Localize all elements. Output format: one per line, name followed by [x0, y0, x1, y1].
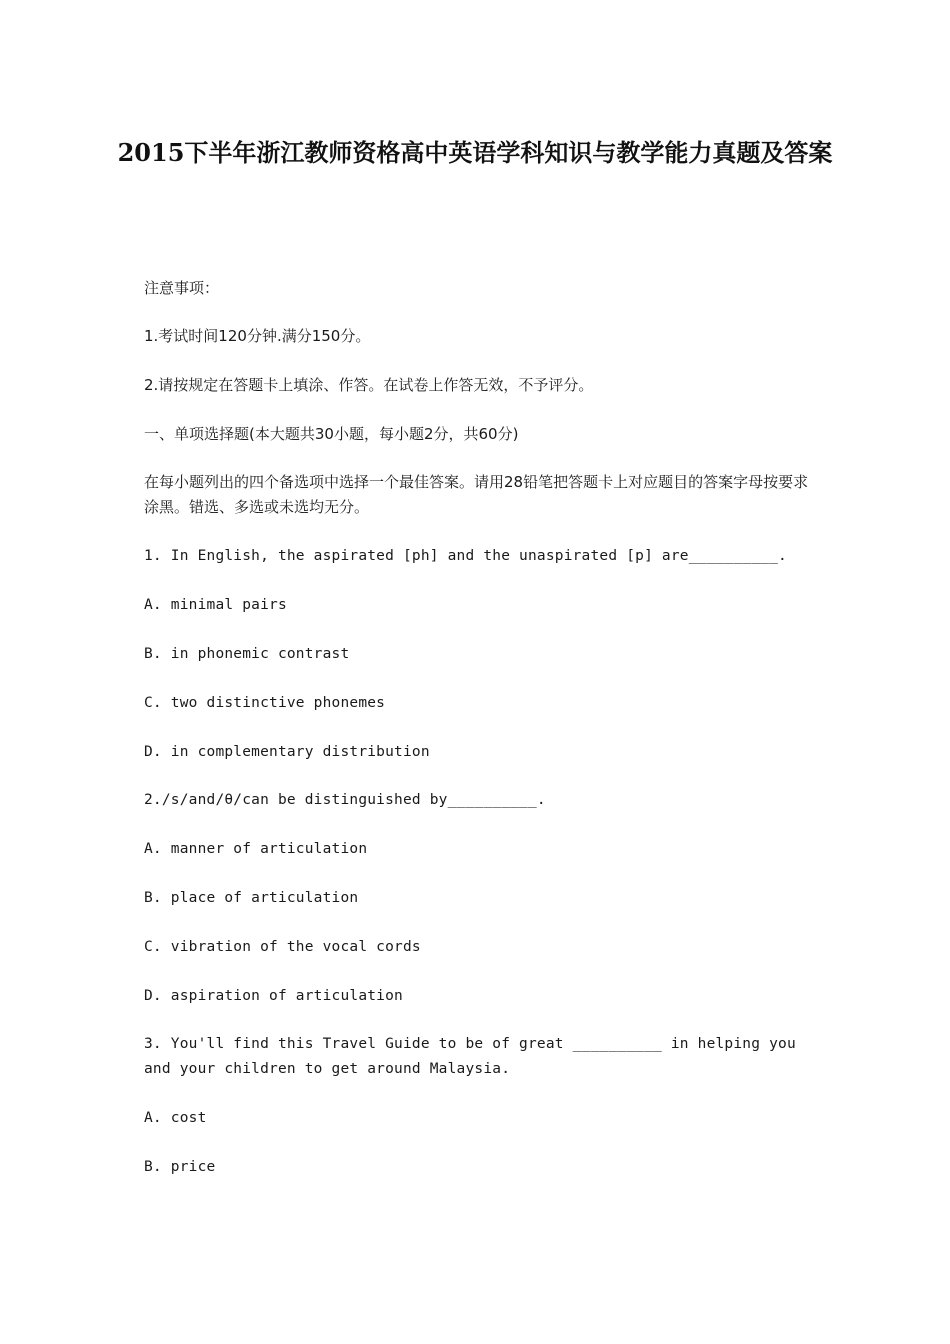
notice-item-2: 2.请按规定在答题卡上填涂、作答。在试卷上作答无效，不予评分。	[144, 376, 594, 394]
question-3-stem: 3. You'll find this Travel Guide to be of great __________ in helping you and your children to get around Malaysia.	[144, 1036, 805, 1077]
question-2-option-b: B. place of articulation	[144, 890, 359, 906]
question-2-stem: 2./s/and/θ/can be distinguished by__________.	[144, 792, 546, 808]
question-2-option-c: C. vibration of the vocal cords	[144, 939, 421, 955]
notice-heading: 注意事项：	[144, 279, 220, 297]
section-heading: 一、单项选择题(本大题共30小题，每小题2分，共60分)	[144, 425, 519, 443]
notice-item-1: 1.考试时间120分钟.满分150分。	[144, 327, 371, 345]
question-1-option-c: C. two distinctive phonemes	[144, 695, 386, 711]
question-1-option-d: D. in complementary distribution	[144, 744, 430, 760]
document-title: 2015下半年浙江教师资格高中英语学科知识与教学能力真题及答案	[117, 138, 833, 167]
question-2-option-d: D. aspiration of articulation	[144, 988, 403, 1004]
question-1-option-b: B. in phonemic contrast	[144, 646, 350, 662]
question-1-stem: 1. In English, the aspirated [ph] and the unaspirated [p] are__________.	[144, 548, 787, 564]
question-1-option-a: A. minimal pairs	[144, 597, 287, 613]
question-2-option-a: A. manner of articulation	[144, 841, 368, 857]
question-3-option-a: A. cost	[144, 1110, 207, 1126]
section-instructions: 在每小题列出的四个备选项中选择一个最佳答案。请用28铅笔把答题卡上对应题目的答案字母按要求涂黑。错选、多选或未选均无分。	[144, 473, 809, 516]
question-3-option-b: B. price	[144, 1159, 216, 1175]
